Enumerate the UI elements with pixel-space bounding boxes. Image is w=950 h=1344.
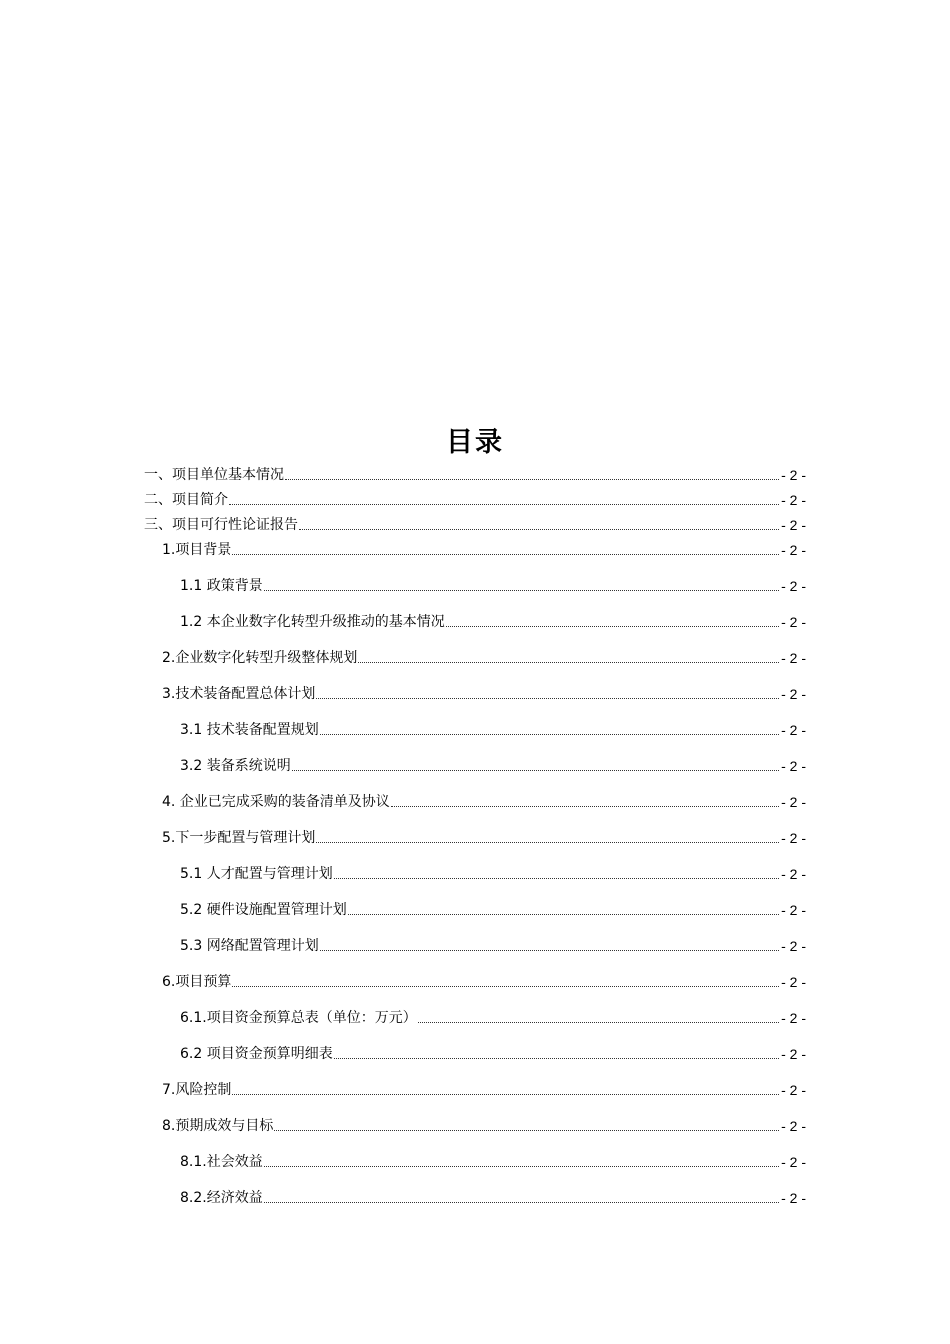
toc-title: 目录 bbox=[446, 427, 504, 458]
toc-entry[interactable]: 6.项目预算 - 2 - bbox=[162, 974, 806, 990]
toc-entry[interactable]: 4. 企业已完成采购的装备清单及协议 - 2 - bbox=[162, 794, 806, 810]
toc-entry[interactable]: 3.技术装备配置总体计划 - 2 - bbox=[162, 686, 806, 702]
toc-entry[interactable]: 3.1 技术装备配置规划 - 2 - bbox=[180, 722, 806, 738]
toc-entry[interactable]: 8.2.经济效益 - 2 - bbox=[180, 1190, 806, 1206]
toc-entry[interactable]: 7.风险控制 - 2 - bbox=[162, 1082, 806, 1098]
toc-entry[interactable]: 6.1.项目资金预算总表（单位：万元） - 2 - bbox=[180, 1010, 806, 1026]
toc-entry[interactable]: 8.1.社会效益 - 2 - bbox=[180, 1154, 806, 1170]
toc-entry[interactable]: 5.下一步配置与管理计划 - 2 - bbox=[162, 830, 806, 846]
toc-entry[interactable]: 5.3 网络配置管理计划 - 2 - bbox=[180, 938, 806, 954]
toc-entry[interactable]: 6.2 项目资金预算明细表 - 2 - bbox=[180, 1046, 806, 1062]
toc-entry[interactable]: 1.2 本企业数字化转型升级推动的基本情况 - 2 - bbox=[180, 614, 806, 630]
toc-entry[interactable]: 二、项目简介 - 2 - bbox=[144, 492, 806, 508]
table-of-contents bbox=[144, 0, 806, 1344]
toc-entry[interactable]: 8.预期成效与目标 - 2 - bbox=[162, 1118, 806, 1134]
toc-entry[interactable]: 三、项目可行性论证报告 - 2 - bbox=[144, 517, 806, 533]
toc-entry[interactable]: 5.1 人才配置与管理计划 - 2 - bbox=[180, 866, 806, 882]
toc-entry[interactable]: 1.1 政策背景 - 2 - bbox=[180, 578, 806, 594]
toc-entry[interactable]: 5.2 硬件设施配置管理计划 - 2 - bbox=[180, 902, 806, 918]
toc-entry[interactable]: 一、项目单位基本情况 - 2 - bbox=[144, 467, 806, 483]
toc-entry[interactable]: 3.2 装备系统说明 - 2 - bbox=[180, 758, 806, 774]
toc-entry[interactable]: 1.项目背景 - 2 - bbox=[162, 542, 806, 558]
toc-entry[interactable]: 2.企业数字化转型升级整体规划 - 2 - bbox=[162, 650, 806, 666]
